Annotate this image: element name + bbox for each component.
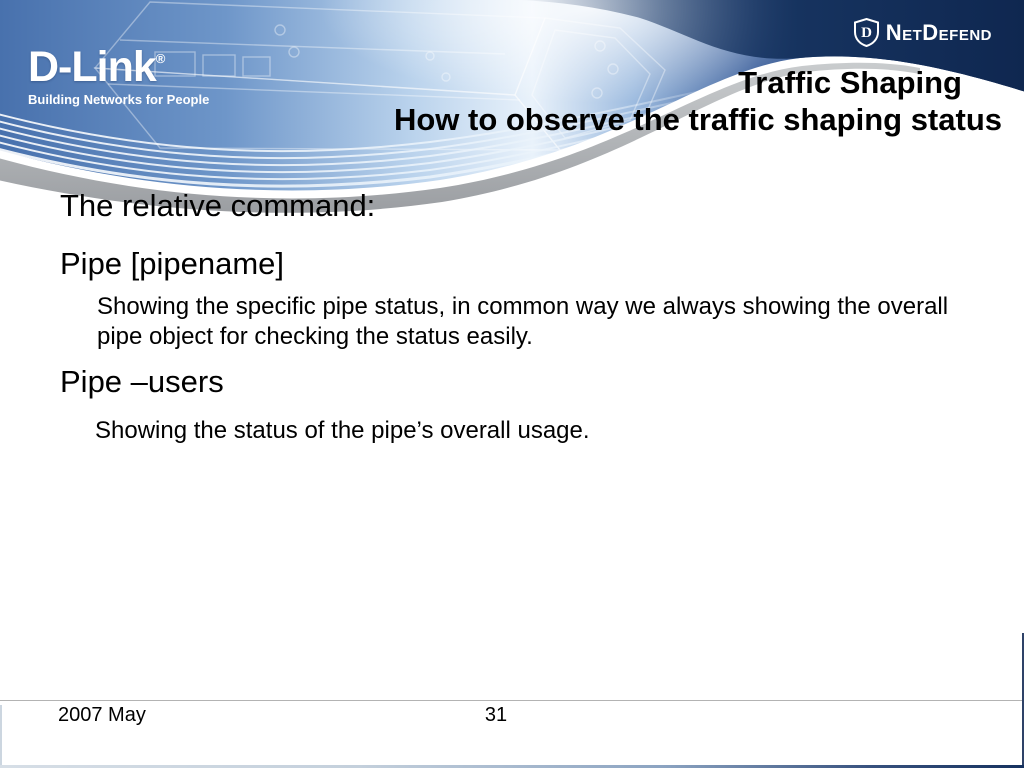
netdefend-logo: [854, 18, 992, 47]
left-edge-accent: [0, 705, 2, 765]
footer-date: 2007 May: [58, 704, 146, 726]
shield-letter: D: [860, 25, 872, 41]
footer-divider: [0, 700, 1024, 701]
dlink-wordmark: D-Link: [28, 43, 156, 91]
body-intro: The relative command:: [60, 188, 376, 223]
registered-mark-icon: ®: [155, 51, 166, 66]
dlink-tagline: Building Networks for People: [28, 92, 210, 107]
shield-icon: [854, 18, 879, 47]
netdefend-wordmark: NetDefend: [885, 19, 992, 45]
slide-title: Traffic Shaping: [738, 65, 962, 100]
command-pipe-users-description: Showing the status of the pipe’s overall usage.: [95, 417, 590, 444]
command-pipe-name: Pipe [pipename]: [60, 246, 285, 281]
command-pipe-users: Pipe –users: [60, 364, 224, 399]
footer-page-number: 31: [484, 704, 508, 726]
dlink-logo: [28, 43, 210, 107]
command-pipe-name-description: Showing the specific pipe status, in common way we always showing the overall pipe object for checking the status easily.: [97, 293, 949, 350]
header-titles: [394, 64, 1002, 138]
slide-subtitle: How to observe the traffic shaping status: [393, 102, 1002, 137]
